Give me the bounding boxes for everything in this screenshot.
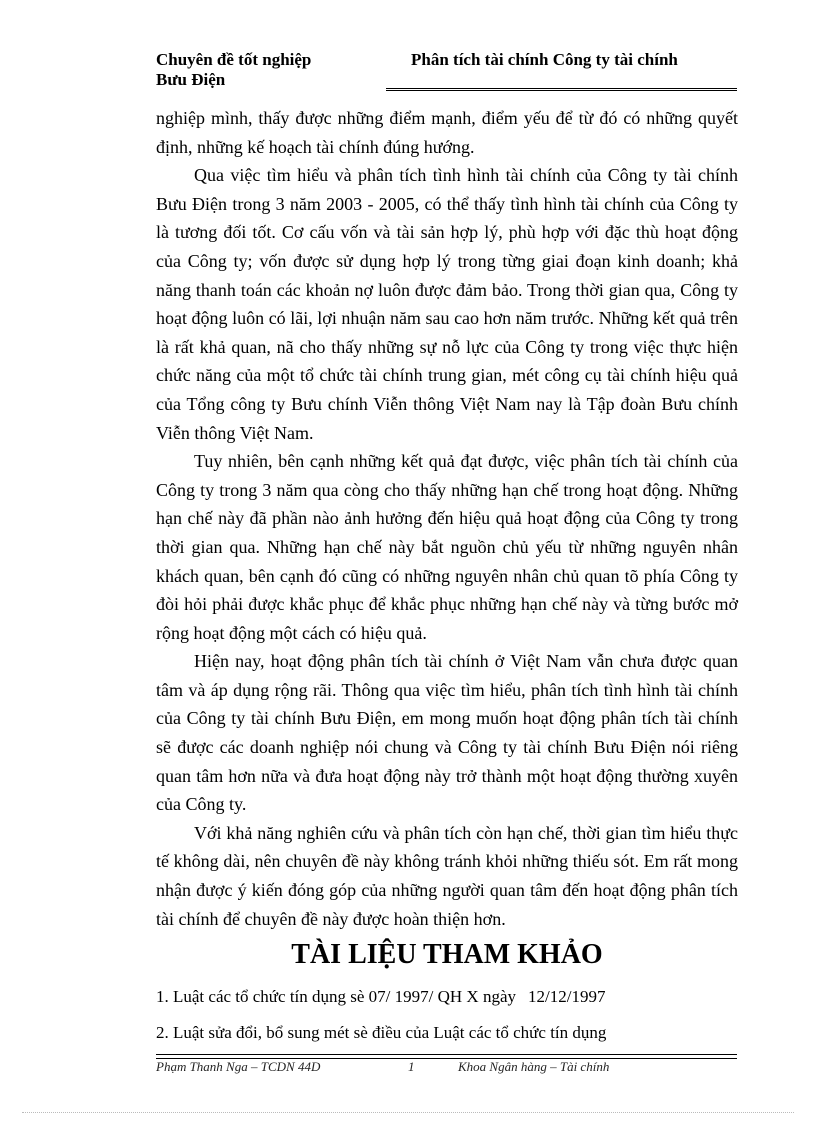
footer-faculty: Khoa Ngân hàng – Tài chính [458,1059,610,1074]
paragraph: Với khả năng nghiên cứu và phân tích còn hạn chế, thời gian tìm hiểu thực tế không dài, nên chuyên đề này không tránh khỏi những thiếu sót. Em rất mong nhận được ý kiến đóng góp của những người quan tâm đến hoạt động phân tích tài chính để chuyên đề này được hoàn thiện hơn. [156,822,738,929]
references-title: TÀI LIỆU THAM KHẢO [291,939,603,971]
reference-text: 1. Luật các tổ chức tín dụng sè 07/ 1997/ QH X ngày [156,987,516,1007]
header-left-line2: Bưu Điện [156,70,226,89]
header-left-line1: Chuyên đề tốt nghiệp [156,50,312,69]
page-footer [156,1054,737,1076]
paragraph: Hiện nay, hoạt động phân tích tài chính ở Việt Nam vẫn chưa được quan tâm và áp dụng rộng rãi. Thông qua việc tìm hiểu, phân tích tình hình tài chính của Công ty tài chính Bưu Điện, em mong muốn hoạt động phân tích tài chính sẽ được các doanh nghiệp nói chung và Công ty tài chính Bưu Điện nói riêng quan tâm hơn nữa và đưa hoạt động này trở thành một hoạt động thường xuyên của Công ty. [156,651,738,815]
document-body [156,104,738,1051]
paragraph: Tuy nhiên, bên cạnh những kết quả đạt được, việc phân tích tài chính của Công ty trong 3 năm qua còng cho thấy những hạn chế trong hoạt động. Những hạn chế này đã phần nào ảnh hưởng đến hiệu quả hoạt động của Công ty trong thời gian qua. Những hạn chế này bắt nguồn chủ yếu từ những nguyên nhân khách quan, bên cạnh đó cũng có những nguyên nhân chủ quan tõ phía Công ty đòi hỏi phải được khắc phục để khắc phục những hạn chế này và từng bước mở rộng hoạt động một cách có hiệu quả. [156,451,738,643]
header-rule [386,88,737,91]
reference-text: 2. Luật sửa đổi, bổ sung mét sè điều của Luật các tổ chức tín dụng [156,1023,607,1043]
header-title-right: Phân tích tài chính Công ty tài chính [411,50,678,69]
page-bottom-border [22,1112,794,1113]
reference-item [156,1015,738,1051]
paragraph: nghiệp mình, thấy được những điểm mạnh, điểm yếu để từ đó có những quyết định, những kế hoạch tài chính đúng hướng. [156,108,738,157]
footer-author: Phạm Thanh Nga – TCDN 44D [156,1059,321,1074]
footer-page-number: 1 [408,1059,415,1074]
header-title-left [156,50,396,90]
reference-date: 12/12/1997 [528,987,606,1007]
page-header [156,50,737,90]
footer-rule [156,1054,737,1055]
reference-item [156,979,738,1015]
paragraph: Qua việc tìm hiểu và phân tích tình hình tài chính của Công ty tài chính Bưu Điện trong 3 năm 2003 - 2005, có thể thấy tình hình tài chính của Công ty là tương đối tốt. Cơ cấu vốn và tài sản hợp lý, phù hợp với đặc thù hoạt động của Công ty; vốn được sử dụng hợp lý trong từng giai đoạn kinh doanh; khả năng thanh toán các khoản nợ luôn được đảm bảo. Trong thời gian qua, Công ty hoạt động luôn có lãi, lợi nhuận năm sau cao hơn năm trước. Những kết quả trên là rất khả quan, nã cho thấy những sự nỗ lực của Công ty trong việc thực hiện chức năng của một tổ chức tài chính trung gian, mét công cụ tài chính hiệu quả của Tổng công ty Bưu chính Viễn thông Việt Nam nay là Tập đoàn Bưu chính Viễn thông Việt Nam. [156,165,738,443]
